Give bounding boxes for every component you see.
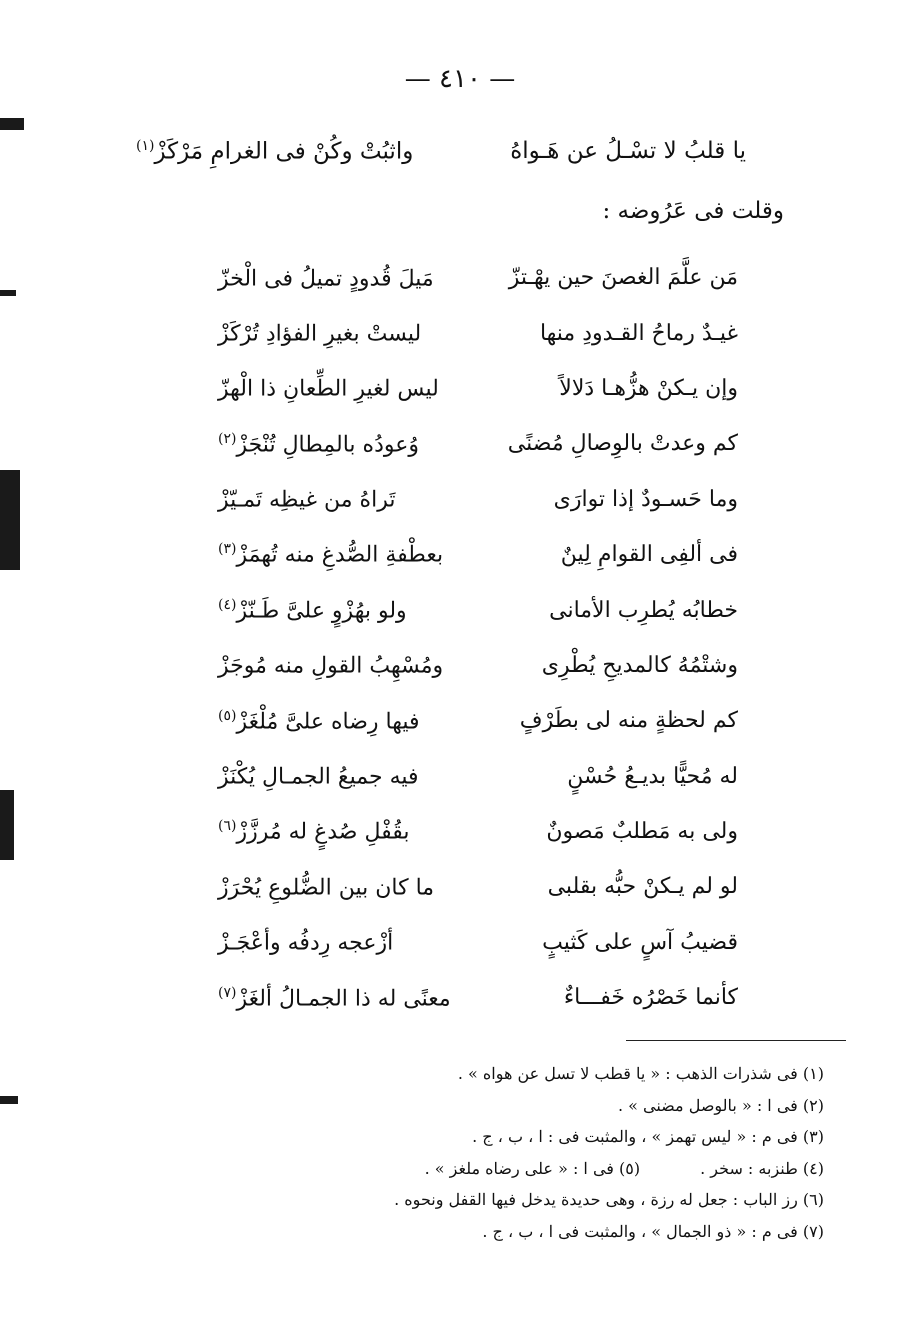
poem xyxy=(218,250,738,1025)
verse xyxy=(218,915,738,970)
verse-second-text: ليستْ بغيرِ الفؤادِ تُرْكَزْ xyxy=(218,321,422,347)
verse-second-text: فيه جميعُ الجمـالِ يُكْنَزْ xyxy=(218,764,419,790)
verse-second-hemistich xyxy=(218,597,468,623)
verse xyxy=(218,250,738,305)
verse-first-hemistich: غيـدٌ رماحُ القـدودِ منها xyxy=(539,320,738,346)
footnote-ref: (٢) xyxy=(218,430,237,447)
footnote-text: (٥) فى ا : « على رضاه ملغز » . xyxy=(424,1158,641,1178)
footnote xyxy=(264,1058,824,1090)
verse-first-hemistich: قضيبُ آسٍ على كَثيبٍ xyxy=(542,929,738,955)
verse-second-text: بعطْفةِ الصُّدغِ منه تُهمَزْ xyxy=(236,542,444,568)
footnote-divider xyxy=(626,1040,846,1041)
scan-edge-mark xyxy=(0,1096,18,1104)
verse-second-hemistich xyxy=(218,652,468,678)
footnote xyxy=(264,1153,824,1185)
intro-line: وقلت فى عَرُوضه : xyxy=(602,198,784,224)
verse xyxy=(218,970,738,1025)
verse-first-hemistich: وشتْمُهُ كالمديحِ يُطْرِى xyxy=(541,652,738,678)
verse-second-hemistich xyxy=(218,763,468,789)
scan-edge-mark xyxy=(0,470,20,570)
footnote-ref: (١) xyxy=(136,138,155,154)
verse-second-hemistich xyxy=(218,874,468,900)
verse xyxy=(218,749,738,804)
verse-second-hemistich xyxy=(218,708,468,734)
verse-second-text: ولو بهُزْوٍ علىَّ طَـنّزْ xyxy=(236,598,407,624)
verse-first-hemistich: كم لحظةٍ منه لى بطَرْفٍ xyxy=(519,708,738,734)
verse-second-text: فيها رِضاه علىَّ مُلْغَزْ xyxy=(236,708,420,734)
verse-second-hemistich xyxy=(218,431,468,457)
verse xyxy=(218,859,738,914)
verse-first-hemistich: له مُحيًّا بديـعُ حُسْنٍ xyxy=(567,763,738,789)
verse-first-hemistich: خطابُه يُطرِب الأمانى xyxy=(549,597,738,623)
verse xyxy=(218,693,738,748)
verse-second-text: وُعودُه بالمِطالِ تُنْجَزْ xyxy=(236,432,419,458)
verse xyxy=(218,305,738,360)
verse-second-text: ليس لغيرِ الطِّعانِ ذا الْهزّ xyxy=(218,376,439,402)
verse-first-hemistich: وما حَسـودٌ إذا توارَى xyxy=(553,486,738,512)
opening-verse-second xyxy=(136,138,413,165)
opening-verse-first: يا قلبُ لا تسْـلُ عن هَـواهُ xyxy=(510,138,746,164)
verse-first-hemistich: لو لم يـكنْ حبُّه بقلبى xyxy=(547,874,738,900)
footnote xyxy=(264,1121,824,1153)
verse xyxy=(218,416,738,471)
footnote-ref: (٤) xyxy=(218,596,237,613)
footnote-text: (٢) فى ا : « بالوصل مضنى » . xyxy=(617,1095,824,1115)
verse xyxy=(218,472,738,527)
verse xyxy=(218,804,738,859)
verse-second-text: بقُفْلِ صُدغٍ له مُرزَّزْ xyxy=(236,819,410,845)
verse xyxy=(218,361,738,416)
scan-edge-mark xyxy=(0,118,24,130)
verse-first-hemistich: ولى به مَطلبٌ مَصونٌ xyxy=(546,819,738,845)
footnote-ref: (٦) xyxy=(218,818,237,835)
verse-second-hemistich xyxy=(218,486,468,512)
footnote-ref: (٥) xyxy=(218,707,237,724)
scan-edge-mark xyxy=(0,290,16,296)
verse-second-text: أزْعجه رِدفُه وأعْجَـزْ xyxy=(218,930,394,956)
footnote-ref: (٧) xyxy=(218,984,237,1001)
opening-verse-second-text: واثبُتْ وكُنْ فى الغرامِ مَرْكَزْ xyxy=(154,138,414,165)
verse-first-hemistich: مَن علَّمَ الغصنَ حين يهْـتزّ xyxy=(508,265,738,291)
verse-second-text: ومُسْهِبُ القولِ منه مُوجَزْ xyxy=(218,653,444,679)
verse-second-hemistich xyxy=(218,265,468,291)
page-number: — ٤١٠ — xyxy=(404,64,516,94)
scan-edge-mark xyxy=(0,790,14,860)
footnotes xyxy=(264,1058,824,1247)
verse-second-text: تَراهُ من غيظِه تَمـيّزْ xyxy=(218,487,396,513)
verse-second-hemistich xyxy=(218,929,468,955)
verse-second-hemistich xyxy=(218,375,468,401)
verse-second-text: معنًى له ذا الجمـالُ ألغَزْ xyxy=(236,985,451,1011)
footnote-text: (٤) طنزبه : سخر . xyxy=(700,1158,824,1178)
verse-first-hemistich: وإن يـكنْ هزُّهـا دَلالاً xyxy=(559,375,738,401)
verse-second-text: مَيلَ قُدودٍ تميلُ فى الْخزّ xyxy=(218,265,434,291)
opening-verse xyxy=(136,138,746,165)
verse xyxy=(218,638,738,693)
verse-second-hemistich xyxy=(218,985,468,1011)
verse-first-hemistich: فى ألفِى القوامِ لِينٌ xyxy=(560,542,738,568)
footnote xyxy=(264,1184,824,1216)
footnote xyxy=(264,1090,824,1122)
verse-first-hemistich: كم وعدتْ بالوِصالِ مُضنًى xyxy=(507,431,738,457)
footnote-text: (٧) فى م : « ذو الجمال » ، والمثبت فى ا ، ب ، ج . xyxy=(482,1221,824,1241)
verse-second-hemistich xyxy=(218,818,468,844)
verse-second-text: ما كان بين الضُّلوعِ يُحْرَزْ xyxy=(218,875,435,901)
verse xyxy=(218,527,738,582)
footnote-text: (٦) رز الباب : جعل له رزة ، وهى حديدة يدخل فيها القفل ونحوه . xyxy=(394,1190,824,1209)
footnote-ref: (٣) xyxy=(218,541,237,558)
verse-second-hemistich xyxy=(218,541,468,567)
verse-second-hemistich xyxy=(218,320,468,346)
footnote xyxy=(264,1216,824,1248)
footnote-text: (٣) فى م : « ليس تهمز » ، والمثبت فى : ا ، ب ، ج . xyxy=(472,1127,824,1146)
verse xyxy=(218,582,738,637)
verse-first-hemistich: كأنما خَصْرُه خَفـــاءٌ xyxy=(563,985,738,1011)
footnote-text: (١) فى شذرات الذهب : « يا قطب لا تسل عن هواه » . xyxy=(457,1064,824,1083)
